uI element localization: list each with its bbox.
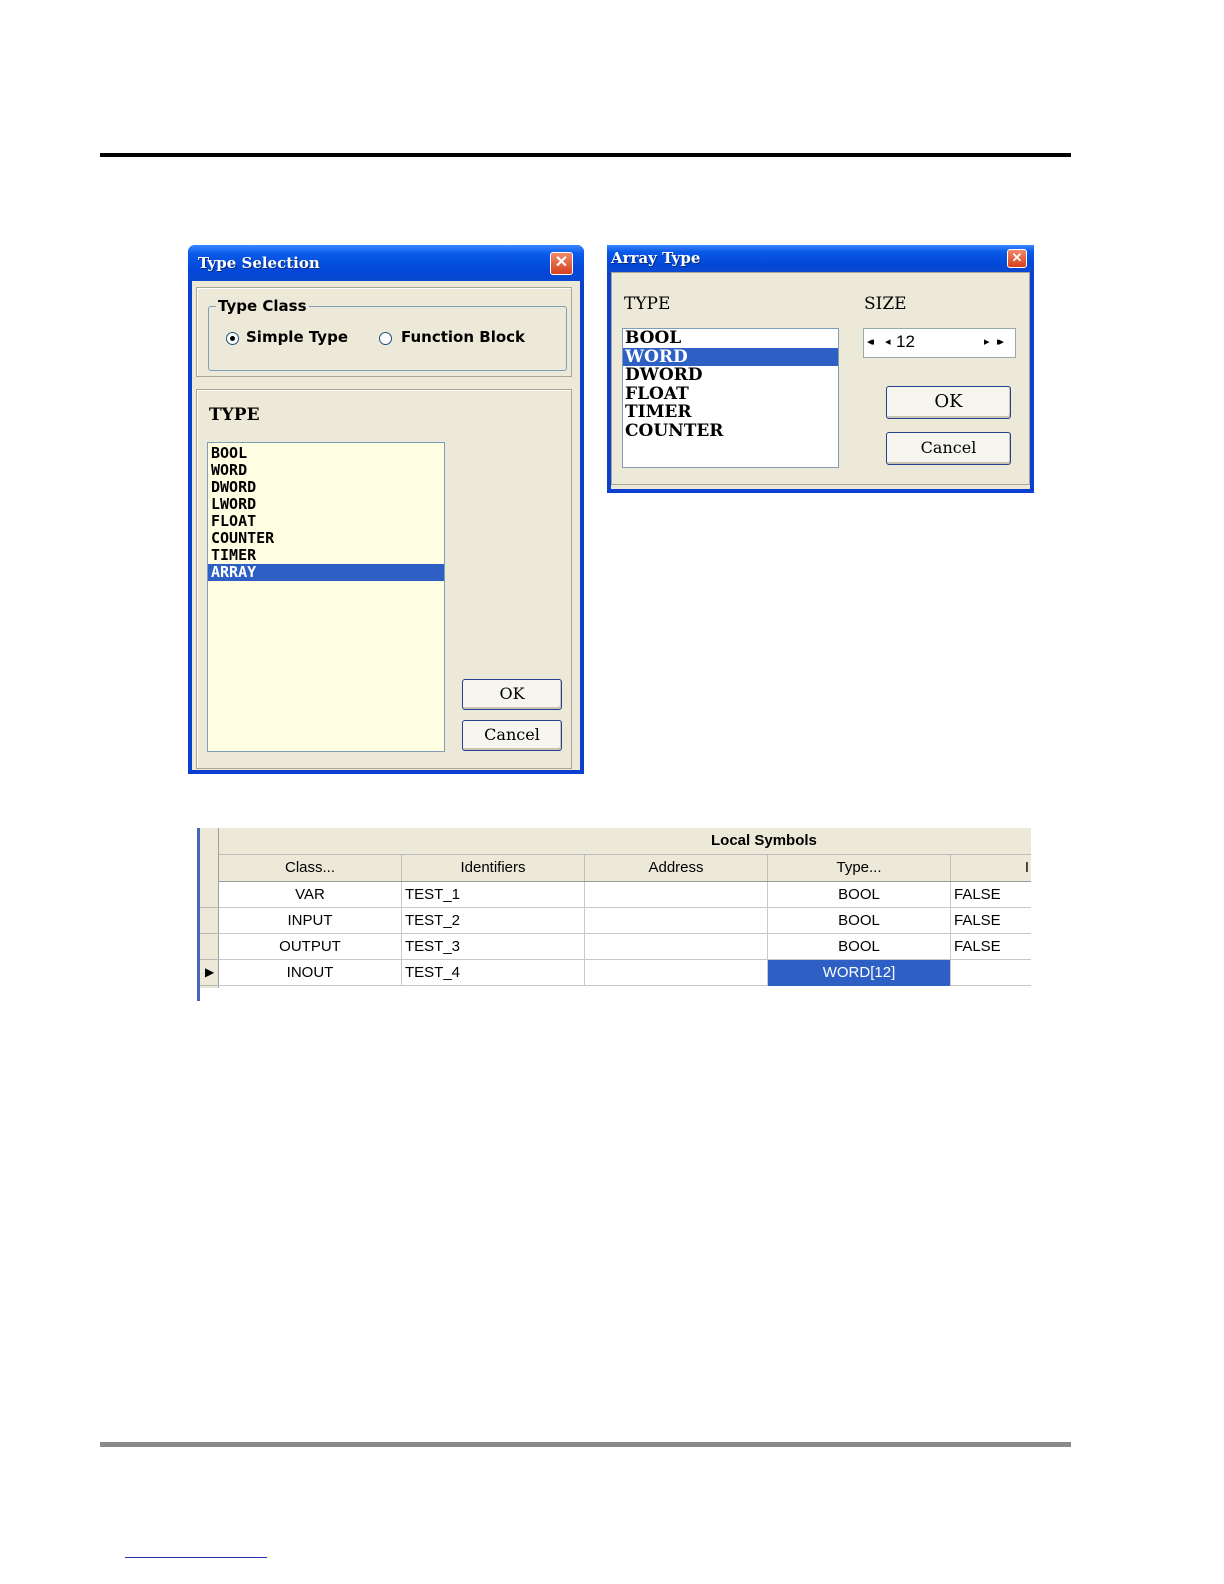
initial-cell[interactable]: FALSE	[954, 886, 1001, 903]
class-cell[interactable]: OUTPUT	[219, 934, 402, 960]
row-selector[interactable]	[200, 960, 219, 986]
top-rule	[100, 153, 1071, 157]
type-listbox[interactable]	[207, 442, 445, 752]
ok-button[interactable]: OK	[886, 386, 1011, 419]
last-icon[interactable]: ▸▸	[997, 336, 1001, 348]
class-cell[interactable]: INPUT	[219, 908, 402, 934]
list-item[interactable]: LWORD	[211, 495, 257, 513]
table-row[interactable]	[219, 934, 1031, 960]
type-selection-body	[192, 281, 580, 770]
local-symbols-grid	[197, 828, 1031, 1001]
list-item[interactable]: TIMER	[625, 402, 692, 422]
size-heading: SIZE	[864, 294, 907, 314]
cancel-button[interactable]: Cancel	[462, 720, 562, 751]
function-block-radio[interactable]	[379, 332, 392, 345]
prev-icon[interactable]: ◂	[885, 336, 891, 348]
list-item[interactable]: COUNTER	[211, 529, 275, 547]
identifier-cell[interactable]: TEST_3	[402, 934, 585, 960]
array-type-heading: TYPE	[624, 294, 671, 314]
list-item[interactable]: DWORD	[625, 365, 703, 385]
list-item[interactable]: WORD	[623, 348, 838, 367]
first-icon[interactable]: ◂◂	[867, 336, 871, 348]
address-cell[interactable]	[585, 934, 768, 960]
address-cell[interactable]	[585, 882, 768, 908]
size-spinner[interactable]	[863, 328, 1016, 358]
list-item[interactable]: COUNTER	[625, 420, 724, 441]
class-cell[interactable]: VAR	[219, 882, 402, 908]
class-cell[interactable]: INOUT	[219, 960, 402, 986]
function-block-label[interactable]: Function Block	[401, 328, 526, 346]
list-item[interactable]: ARRAY	[208, 564, 444, 581]
row-selector[interactable]	[200, 882, 219, 908]
column-header-address[interactable]: Address	[585, 855, 768, 881]
initial-cell[interactable]: FALSE	[954, 912, 1001, 929]
bottom-rule	[100, 1442, 1071, 1447]
column-header-initial[interactable]: I	[1024, 859, 1029, 876]
list-item[interactable]: FLOAT	[211, 512, 257, 530]
simple-type-radio[interactable]	[226, 332, 239, 345]
list-item[interactable]: BOOL	[211, 444, 248, 462]
close-icon[interactable]: ✕	[550, 252, 573, 275]
type-cell[interactable]: BOOL	[768, 882, 951, 908]
type-cell[interactable]: BOOL	[768, 934, 951, 960]
current-row-icon: ▶	[205, 965, 215, 979]
grid-header	[219, 855, 1031, 882]
table-row[interactable]	[219, 960, 1031, 986]
list-item[interactable]: WORD	[211, 461, 248, 479]
list-item[interactable]: TIMER	[211, 546, 257, 564]
identifier-cell[interactable]: TEST_1	[402, 882, 585, 908]
type-cell[interactable]: BOOL	[768, 908, 951, 934]
simple-type-label[interactable]: Simple Type	[246, 328, 348, 346]
close-icon[interactable]: ✕	[1007, 249, 1027, 268]
row-selector[interactable]	[200, 934, 219, 960]
address-cell[interactable]	[585, 960, 768, 986]
cancel-button[interactable]: Cancel	[886, 432, 1011, 465]
footer-link-underline	[125, 1557, 267, 1558]
array-type-listbox[interactable]	[622, 328, 839, 468]
array-type-body	[611, 272, 1030, 489]
list-item[interactable]: DWORD	[211, 478, 257, 496]
initial-cell[interactable]: FALSE	[954, 938, 1001, 955]
type-class-label: Type Class	[218, 297, 307, 315]
array-type-title: Array Type	[611, 249, 701, 267]
array-type-titlebar[interactable]	[607, 245, 1034, 272]
type-heading: TYPE	[209, 405, 260, 425]
ok-button[interactable]: OK	[462, 679, 562, 710]
row-selector[interactable]	[200, 908, 219, 934]
type-cell-selected[interactable]: WORD[12]	[768, 960, 951, 986]
column-header-type[interactable]: Type...	[768, 855, 951, 881]
initial-cell[interactable]	[951, 960, 1031, 986]
list-item[interactable]: BOOL	[625, 328, 682, 348]
array-type-dialog	[607, 245, 1034, 493]
column-header-identifiers[interactable]: Identifiers	[402, 855, 585, 881]
column-header-class[interactable]: Class...	[219, 855, 402, 881]
list-item[interactable]: FLOAT	[625, 383, 689, 404]
grid-title-bar	[219, 828, 1031, 855]
type-selection-title: Type Selection	[198, 254, 320, 272]
grid-title: Local Symbols	[711, 832, 817, 849]
next-icon[interactable]: ▸	[984, 336, 990, 348]
type-selection-titlebar[interactable]	[188, 245, 584, 281]
identifier-cell[interactable]: TEST_2	[402, 908, 585, 934]
type-selection-dialog	[188, 245, 584, 774]
identifier-cell[interactable]: TEST_4	[402, 960, 585, 986]
size-value[interactable]: 12	[896, 332, 915, 351]
address-cell[interactable]	[585, 908, 768, 934]
table-row[interactable]	[219, 908, 1031, 934]
table-row[interactable]	[219, 882, 1031, 908]
